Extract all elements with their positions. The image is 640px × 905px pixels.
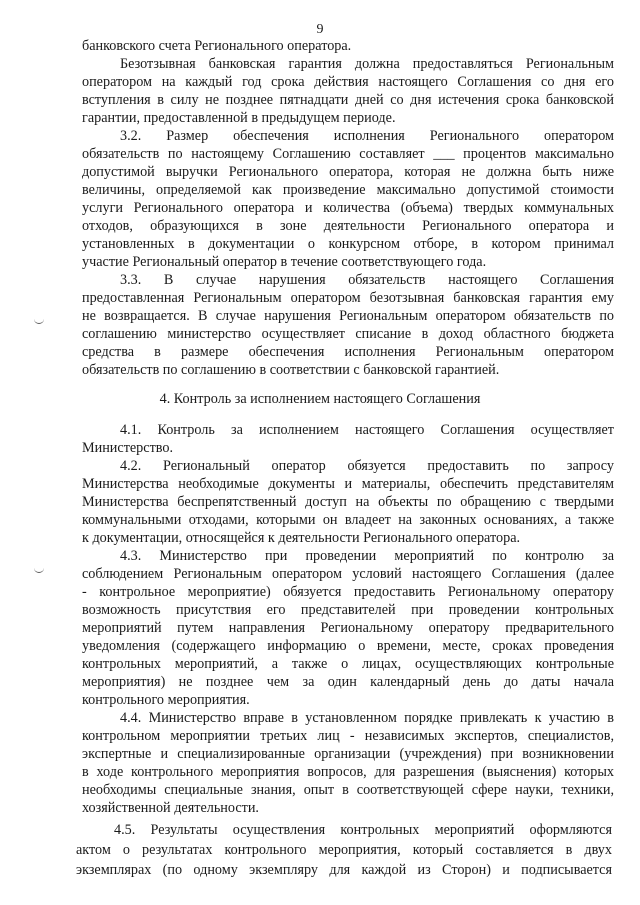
text-line: коммунальными отходами, которыми он владеет на законных основаниях, а также: [82, 512, 614, 528]
text-line: Министерства беспрепятственный доступ на объекты по обращению с твердыми: [82, 494, 614, 510]
text-line: услуги Регионального оператора и количества (объема) твердых коммунальных: [82, 200, 614, 216]
text-line: 4.3. Министерство при проведении мероприятий по контролю за: [120, 548, 614, 564]
text-line: Министерства необходимые документы и материалы, обеспечить представителям: [82, 476, 614, 492]
text-line: соблюдением Региональным оператором условий настоящего Соглашения (далее: [82, 566, 614, 582]
text-line: - контрольное мероприятие) обязуется предоставить Региональному оператору: [82, 584, 614, 600]
text-line: установленных в документации о конкурсном отборе, в котором принимал: [82, 236, 614, 252]
text-line: допустимой выручки Регионального оператора, которая не должна быть ниже: [82, 164, 614, 180]
text-line: оператором на каждый год срока действия настоящего Соглашения со дня его: [82, 74, 614, 90]
text-line: обязательств по настоящему Соглашению составляет ___ процентов максимально: [82, 146, 614, 162]
text-line: гарантии, предоставленной в предыдущем периоде.: [82, 110, 396, 126]
text-line: мероприятия) не позднее чем за один календарный день до даты начала: [82, 674, 614, 690]
text-line: 3.3. В случае нарушения обязательств настоящего Соглашения: [120, 272, 614, 288]
binding-hole-mark: [34, 318, 44, 324]
text-line: банковского счета Регионального оператора.: [82, 38, 352, 54]
text-line: актом о результатах контрольного мероприятия, который составляется в двух: [76, 842, 612, 858]
text-line: соглашению министерство осуществляет списание в доход областного бюджета: [82, 326, 614, 342]
text-line: 3.2. Размер обеспечения исполнения Регионального оператором: [120, 128, 614, 144]
text-line: необходимы специальные знания, опыт в соответствующей сфере науки, техники,: [82, 782, 614, 798]
text-line: не возвращается. В случае нарушения Региональным оператором обязательств по: [82, 308, 614, 324]
section-heading: 4. Контроль за исполнением настоящего Соглашения: [159, 391, 481, 407]
text-line: контрольных мероприятий, а также о лицах, осуществляющих контрольные: [82, 656, 614, 672]
text-line: уведомления (содержащего информацию о времени, месте, сроках проведения: [82, 638, 614, 654]
text-line: 4.4. Министерство вправе в установленном порядке привлекать к участию в: [120, 710, 614, 726]
text-line: мероприятий путем направления Региональному оператору предварительного: [82, 620, 614, 636]
text-line: 4.2. Региональный оператор обязуется предоставить по запросу: [120, 458, 614, 474]
text-line: 4.5. Результаты осуществления контрольных мероприятий оформляются: [114, 822, 612, 838]
text-line: участие Региональный оператор в течение соответствующего года.: [82, 254, 487, 270]
text-line: Министерство.: [82, 440, 174, 456]
text-line: отходов, образующихся в зоне деятельности Регионального оператора и: [82, 218, 614, 234]
binding-hole-mark: [34, 567, 44, 573]
text-line: контрольном мероприятии третьих лиц - независимых экспертов, специалистов,: [82, 728, 614, 744]
text-line: обязательств по соглашению в соответствии с банковской гарантией.: [82, 362, 500, 378]
text-line: величины, определяемой как произведение максимально допустимой стоимости: [82, 182, 614, 198]
text-line: предоставленная Региональным оператором безотзывная банковская гарантия ему: [82, 290, 614, 306]
text-line: экземплярах (по одному экземпляру для каждой из Сторон) и подписывается: [76, 862, 612, 878]
text-line: вступления в силу не позднее пятнадцати дней со дня истечения срока банковской: [82, 92, 614, 108]
text-line: Безотзывная банковская гарантия должна предоставляться Региональным: [120, 56, 614, 72]
text-line: контрольного мероприятия.: [82, 692, 250, 708]
text-line: средства в размере обеспечения исполнения Региональным оператором: [82, 344, 614, 360]
text-line: экспертные и специализированные организации (учреждения) при возникновении: [82, 746, 614, 762]
page-number: 9: [316, 22, 324, 37]
text-line: в ходе контрольного мероприятия вопросов, для разрешения (выяснения) которых: [82, 764, 614, 780]
text-line: 4.1. Контроль за исполнением настоящего Соглашения осуществляет: [120, 422, 614, 438]
text-line: к документации, относящейся к деятельности Регионального оператора.: [82, 530, 521, 546]
text-line: возможность присутствия его представителей при проведении контрольных: [82, 602, 614, 618]
text-line: хозяйственной деятельности.: [82, 800, 259, 816]
